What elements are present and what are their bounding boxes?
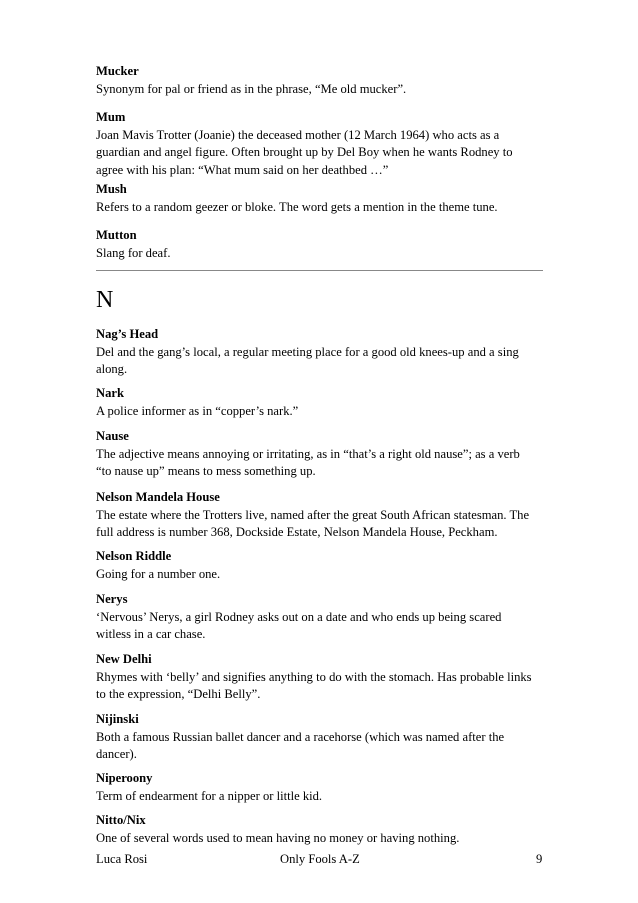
entry-definition: The estate where the Trotters live, named after the great South African statesman. The full address is number 368, Dockside Estate, Nelson Mandela House, Peckham. — [96, 507, 530, 539]
footer-page-number: 9 — [536, 852, 543, 866]
entry-term: Niperoony — [96, 771, 153, 785]
entry-nark — [96, 385, 536, 420]
footer-title: Only Fools A-Z — [280, 852, 360, 866]
entry-mutton — [96, 227, 536, 262]
entry-definition: Going for a number one. — [96, 566, 221, 581]
entry-definition: The adjective means annoying or irritating, as in “that’s a right old nause”; as a verb “to nause up” means to mess something up. — [96, 446, 520, 478]
entry-definition: Refers to a random geezer or bloke. The word gets a mention in the theme tune. — [96, 199, 498, 214]
entry-nelson-mandela-house — [96, 489, 536, 542]
entry-definition: One of several words used to mean having no money or having nothing. — [96, 830, 460, 845]
entry-niperoony — [96, 770, 536, 805]
entry-nitto-nix — [96, 812, 536, 847]
entry-term: Mutton — [96, 228, 137, 242]
entry-term: Nelson Riddle — [96, 549, 172, 563]
entry-term: Nelson Mandela House — [96, 490, 220, 504]
entry-mush — [96, 181, 536, 216]
entry-definition: Del and the gang’s local, a regular meeting place for a good old knees-up and a sing along. — [96, 344, 519, 376]
entry-term: Nag’s Head — [96, 327, 159, 341]
entry-term: Nerys — [96, 592, 128, 606]
entry-term: Nitto/Nix — [96, 813, 146, 827]
entry-nerys — [96, 591, 536, 644]
entry-term: Mush — [96, 182, 127, 196]
entry-definition: A police informer as in “copper’s nark.” — [96, 403, 299, 418]
entry-definition: Joan Mavis Trotter (Joanie) the deceased mother (12 March 1964) who acts as a guardian and angel figure. Often brought up by Del Boy when he wants Rodney to agree with his plan: “What mum said on her deathbed …” — [96, 127, 513, 177]
entry-definition: ‘Nervous’ Nerys, a girl Rodney asks out on a date and who ends up being scared witless in a car chase. — [96, 609, 502, 641]
entry-term: Nijinski — [96, 712, 139, 726]
entry-mum — [96, 109, 536, 179]
entry-definition: Both a famous Russian ballet dancer and a racehorse (which was named after the dancer). — [96, 729, 505, 761]
section-divider — [96, 270, 543, 271]
entry-term: Nause — [96, 429, 129, 443]
footer-author: Luca Rosi — [96, 852, 148, 866]
entry-definition: Rhymes with ‘belly’ and signifies anything to do with the stomach. Has probable links to the expression, “Delhi Belly”. — [96, 669, 532, 701]
entry-term: Mucker — [96, 64, 139, 78]
section-heading: N — [96, 287, 114, 313]
entry-definition: Slang for deaf. — [96, 245, 171, 260]
entry-definition: Synonym for pal or friend as in the phrase, “Me old mucker”. — [96, 81, 407, 96]
entry-nause — [96, 428, 536, 481]
entry-term: Nark — [96, 386, 124, 400]
entry-nijinski — [96, 711, 536, 764]
entry-mucker — [96, 63, 536, 98]
entry-term: Mum — [96, 110, 126, 124]
entry-nags-head — [96, 326, 536, 379]
entry-new-delhi — [96, 651, 536, 704]
entry-nelson-riddle — [96, 548, 536, 583]
entry-definition: Term of endearment for a nipper or little kid. — [96, 788, 323, 803]
entry-term: New Delhi — [96, 652, 152, 666]
